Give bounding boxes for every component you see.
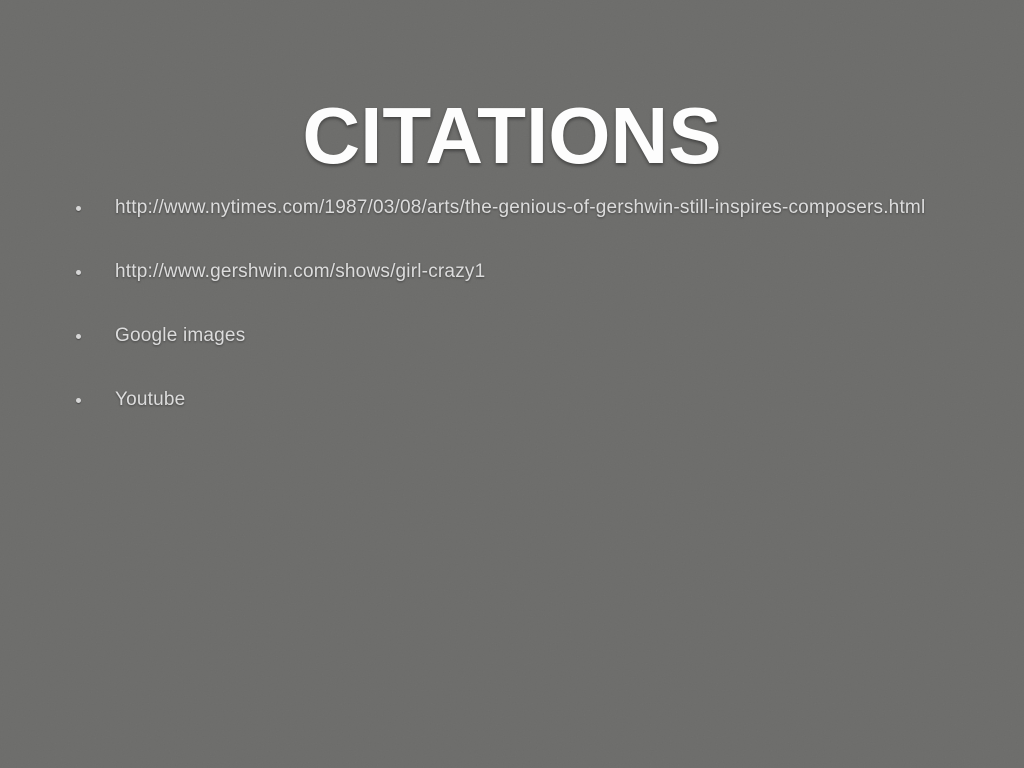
citation-youtube: Youtube xyxy=(115,389,186,410)
list-item xyxy=(0,260,1024,284)
citation-url-gershwin: http://www.gershwin.com/shows/girl-crazy1 xyxy=(115,261,486,282)
bullet-dot-icon xyxy=(76,206,81,211)
bullet-dot-icon xyxy=(76,270,81,275)
list-item xyxy=(0,196,1024,220)
citation-google-images: Google images xyxy=(115,325,246,346)
slide-title: CITATIONS xyxy=(302,90,722,180)
list-item xyxy=(0,388,1024,412)
citation-list xyxy=(0,196,1024,452)
citation-url-nytimes: http://www.nytimes.com/1987/03/08/arts/the-genious-of-gershwin-still-inspires-composers.html xyxy=(115,197,926,218)
list-item xyxy=(0,324,1024,348)
bullet-dot-icon xyxy=(76,334,81,339)
bullet-dot-icon xyxy=(76,398,81,403)
